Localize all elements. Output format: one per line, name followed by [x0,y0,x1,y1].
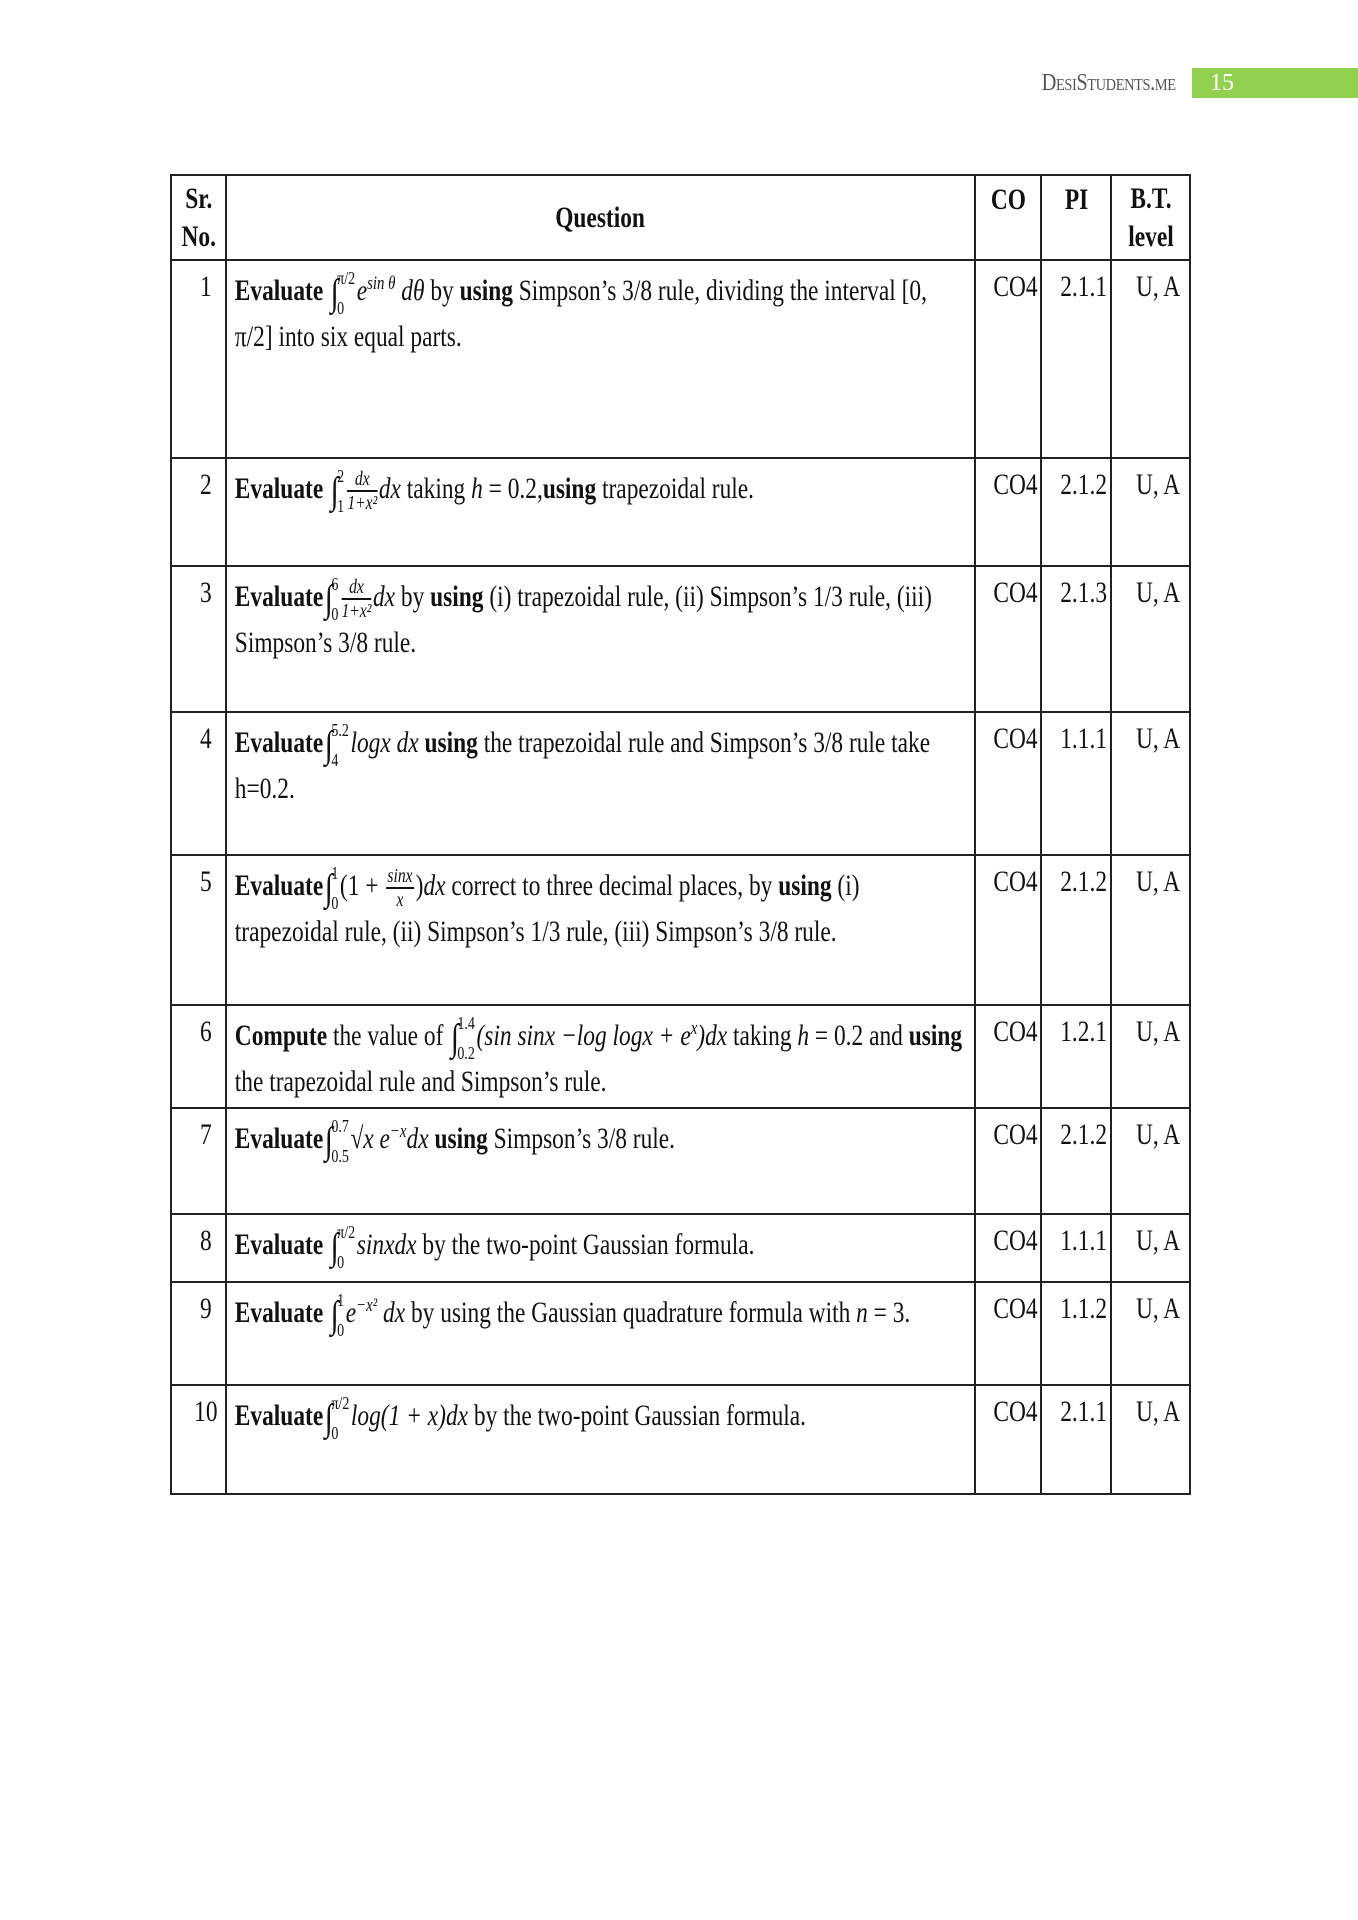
pi-cell-text: 2.1.2 [1060,1118,1107,1151]
integral-sign-icon: ∫ [324,1397,333,1439]
bold-text: Evaluate [234,579,323,613]
pi-cell [1041,1385,1111,1494]
pi-cell-text: 1.1.1 [1060,722,1107,755]
question-cell [226,458,975,566]
integral [451,1014,475,1062]
question-cell [226,1214,975,1282]
integral [330,467,344,515]
integral-limits [457,1014,475,1062]
pi-cell [1041,712,1111,855]
pi-cell [1041,1108,1111,1214]
integral-limits [331,1117,349,1165]
numerator: dx [341,576,371,600]
math-text: dx [376,1295,405,1329]
integral-limits [331,575,338,623]
upper-limit: π/2 [336,268,355,288]
superscript: −x² [355,1294,377,1316]
integral [325,864,339,912]
text: the value of [326,1018,450,1052]
math-text: dθ [395,273,425,307]
upper-limit: 1 [331,863,339,883]
integral [325,721,349,769]
integral-sign-icon: ∫ [330,1226,339,1268]
pi-cell [1041,1005,1111,1108]
header-sr-no: Sr. No. [171,175,226,260]
sr-number-text: 5 [199,865,212,898]
denominator: 1+x² [347,492,378,514]
co-cell-text: CO4 [993,576,1038,609]
math-text: n [855,1295,868,1329]
co-cell [975,566,1042,712]
integral-sign-icon: ∫ [324,1120,333,1162]
upper-limit: 1 [336,1290,344,1310]
math-text: (sin sinx −log logx + e [476,1018,691,1052]
sr-number [171,566,226,712]
pi-cell-text: 1.1.2 [1060,1292,1107,1325]
bold-text: using [908,1018,962,1052]
co-cell-text: CO4 [993,722,1038,755]
question-cell-text [227,856,973,957]
lower-limit: 0.2 [457,1043,475,1063]
text: by the two-point Gaussian formula. [467,1398,806,1432]
superscript: x [690,1017,698,1039]
table-row [171,1282,1190,1385]
header-co: CO [975,175,1042,260]
lower-limit: 0 [331,604,339,624]
upper-limit: 0.7 [331,1116,349,1136]
table-row [171,1108,1190,1214]
co-cell [975,1282,1042,1385]
integral-limits [337,1291,344,1339]
sr-number [171,1385,226,1494]
table-row [171,1385,1190,1494]
superscript: sin θ [366,272,396,294]
pi-cell [1041,566,1111,712]
integral-sign-icon: ∫ [324,867,333,909]
math-text: sinxdx [356,1227,417,1261]
lower-limit: 4 [331,750,339,770]
table-row [171,712,1190,855]
upper-limit: π/2 [331,1393,350,1413]
question-cell-text [227,1109,973,1171]
pi-cell-text: 1.2.1 [1060,1015,1107,1048]
sr-number-text: 10 [193,1395,218,1428]
question-cell-text [227,567,973,668]
bold-text: using [777,868,832,902]
question-cell-text [227,459,973,521]
text: Simpson’s 3/8 rule. [487,1121,675,1155]
pi-cell-text: 2.1.3 [1060,576,1107,609]
text: by [424,273,460,307]
co-cell [975,855,1042,1005]
fraction [347,468,377,514]
text: the trapezoidal rule and Simpson’s 3/8 rule take h=0.2. [234,725,930,805]
lower-limit: 1 [336,496,344,516]
sr-number-text: 1 [199,270,212,303]
table-row [171,566,1190,712]
math-text: dx [372,579,395,613]
text: ) [415,868,424,902]
pi-cell-text: 2.1.2 [1060,468,1107,501]
bt-level-cell [1111,566,1190,712]
question-cell-text [227,713,973,814]
sr-number-text: 3 [199,576,212,609]
math-text: dx [378,471,401,505]
sr-number [171,1282,226,1385]
upper-limit: 6 [331,574,339,594]
bt-level-cell-text: U, A [1135,1292,1180,1325]
co-cell-text: CO4 [993,1118,1038,1151]
math-text: h [470,471,483,505]
table-row [171,855,1190,1005]
header-pi: PI [1041,175,1111,260]
sr-number [171,1108,226,1214]
sr-number-text: 2 [199,468,212,501]
lower-limit: 0.5 [331,1146,349,1166]
text: = 0.2 and [808,1018,909,1052]
math-text: h [797,1018,809,1052]
math-text: log(1 + x)dx [350,1398,468,1432]
co-cell-text: CO4 [993,1292,1038,1325]
integral [330,1223,355,1271]
sr-number [171,1005,226,1108]
bt-level-cell [1111,1005,1190,1108]
text: (1 + [339,868,385,902]
pi-cell-text: 2.1.1 [1060,270,1107,303]
integral-limits [337,1223,355,1271]
superscript: −x [389,1120,407,1142]
integral-sign-icon: ∫ [324,724,333,766]
pi-cell-text: 1.1.1 [1060,1224,1107,1257]
integral-sign-icon: ∫ [324,578,333,620]
table-header-row [171,175,1190,260]
text: taking [726,1018,798,1052]
text: (i) trapezoidal rule, (ii) Simpson’s 1/3 rule, (iii) Simpson’s 3/8 rule. [234,579,932,659]
bt-level-cell [1111,260,1190,458]
integral-limits [337,269,355,317]
integral [330,269,355,317]
sr-number [171,1214,226,1282]
bt-level-cell [1111,1385,1190,1494]
denominator: 1+x² [341,600,372,622]
text: by [394,579,430,613]
math-text: dx [406,1121,435,1155]
text: taking [400,471,471,505]
co-cell [975,458,1042,566]
bold-text: Evaluate [234,725,323,759]
numerator: sinx [387,865,413,887]
co-cell [975,712,1042,855]
bold-text: Evaluate [234,1398,323,1432]
lower-limit: 0 [331,1423,339,1443]
upper-limit: 2 [336,466,344,486]
sr-number-text: 4 [199,722,212,755]
question-cell [226,855,975,1005]
site-name: DesiStudents.me [1042,69,1176,96]
table-row [171,1005,1190,1108]
table-row [171,260,1190,458]
question-cell-text [227,1283,973,1345]
sr-number [171,458,226,566]
fraction [386,865,414,911]
bold-text: Evaluate [234,1121,323,1155]
bt-level-cell-text: U, A [1135,1118,1180,1151]
bold-text: using [459,273,513,307]
bold-text: using [429,579,484,613]
integral-sign-icon: ∫ [330,470,339,512]
bt-level-cell-text: U, A [1135,576,1180,609]
bt-level-cell-text: U, A [1135,1015,1180,1048]
pi-cell [1041,260,1111,458]
co-cell [975,1108,1042,1214]
page-number: 15 [1192,68,1358,98]
text: trapezoidal rule. [595,471,754,505]
math-text: e [345,1295,356,1329]
upper-limit: 5.2 [331,720,349,740]
text: the trapezoidal rule and Simpson’s rule. [234,1065,607,1098]
integral [325,1117,349,1165]
co-cell [975,1214,1042,1282]
bt-level-cell [1111,1108,1190,1214]
bold-text: Evaluate [234,273,329,307]
lower-limit: 0 [331,893,339,913]
text: Simpson’s 3/8 rule, dividing the interval [512,273,902,307]
text: = 3. [867,1295,911,1329]
pi-cell [1041,1214,1111,1282]
bt-level-cell [1111,458,1190,566]
co-cell-text: CO4 [993,865,1038,898]
co-cell-text: CO4 [993,270,1038,303]
bt-level-cell [1111,855,1190,1005]
bt-level-cell-text: U, A [1135,1224,1180,1257]
question-cell [226,1005,975,1108]
bt-level-cell-text: U, A [1135,270,1180,303]
integral-limits [331,864,338,912]
pi-cell [1041,1282,1111,1385]
bt-level-cell [1111,1282,1190,1385]
co-cell [975,260,1042,458]
bold-text: Compute [234,1018,327,1052]
table-row [171,458,1190,566]
bold-text: Evaluate [234,1227,329,1261]
sr-number [171,855,226,1005]
co-cell [975,1005,1042,1108]
header-question: Question [226,175,975,260]
math-text: dx [423,868,446,902]
co-cell-text: CO4 [993,468,1038,501]
question-cell [226,1108,975,1214]
integral-sign-icon: ∫ [450,1017,459,1059]
question-cell [226,1385,975,1494]
question-cell [226,712,975,855]
sr-number [171,260,226,458]
question-cell-text [227,1006,973,1107]
text: = 0.2, [482,471,543,505]
lower-limit: 0 [336,1320,344,1340]
integral [325,575,339,623]
question-cell-text [227,1215,973,1277]
bt-level-cell-text: U, A [1135,722,1180,755]
text: (i) trapezoidal rule, (ii) Simpson’s 1/3 rule, (iii) Simpson’s 3/8 rule. [234,868,860,948]
integral-limits [331,721,349,769]
denominator: x [396,889,404,911]
bt-level-cell [1111,712,1190,855]
bt-level-cell [1111,1214,1190,1282]
integral [330,1291,344,1339]
math-text: logx dx [350,725,425,759]
pi-cell-text: 2.1.2 [1060,865,1107,898]
bt-level-cell-text: U, A [1135,865,1180,898]
pi-cell [1041,458,1111,566]
fraction [341,576,371,622]
math-text: )dx [697,1018,727,1052]
bold-text: using [434,1121,488,1155]
bt-level-cell-text: U, A [1135,1395,1180,1428]
question-table [170,174,1191,1495]
question-cell [226,566,975,712]
upper-limit: π/2 [336,1222,355,1242]
math-text: √x e [350,1121,390,1155]
bold-text: using [424,725,478,759]
question-cell-text [227,1386,973,1448]
sr-number-text: 7 [199,1118,212,1151]
header-bt-level: B.T. level [1111,175,1190,260]
co-cell-text: CO4 [993,1395,1038,1428]
integral [325,1394,350,1442]
text: by the two-point Gaussian formula. [416,1227,755,1261]
integral-limits [331,1394,349,1442]
integral-sign-icon: ∫ [330,1294,339,1336]
lower-limit: 0 [336,1252,344,1272]
bold-text: using [542,471,596,505]
integral-limits [337,467,344,515]
bt-level-cell-text: U, A [1135,468,1180,501]
numerator: dx [347,468,377,492]
co-cell-text: CO4 [993,1015,1038,1048]
pi-cell-text: 2.1.1 [1060,1395,1107,1428]
question-cell-text [227,261,973,362]
bold-text: Evaluate [234,868,323,902]
sr-number-text: 9 [199,1292,212,1325]
text: into six equal parts. [272,320,462,353]
sr-number-text: 8 [199,1224,212,1257]
math-text: e [356,273,367,307]
text: correct to three decimal places, by [445,868,778,902]
bold-text: Evaluate [234,471,329,505]
lower-limit: 0 [336,298,344,318]
pi-cell [1041,855,1111,1005]
sr-number [171,712,226,855]
integral-sign-icon: ∫ [330,272,339,314]
sr-number-text: 6 [199,1015,212,1048]
co-cell-text: CO4 [993,1224,1038,1257]
text: by using the Gaussian quadrature formula with [404,1295,856,1329]
bold-text: Evaluate [234,1295,329,1329]
table-row [171,1214,1190,1282]
page-header [1018,68,1358,98]
text: [0, π/2] [234,273,927,353]
question-cell [226,1282,975,1385]
question-cell [226,260,975,458]
co-cell [975,1385,1042,1494]
upper-limit: 1.4 [457,1013,475,1033]
